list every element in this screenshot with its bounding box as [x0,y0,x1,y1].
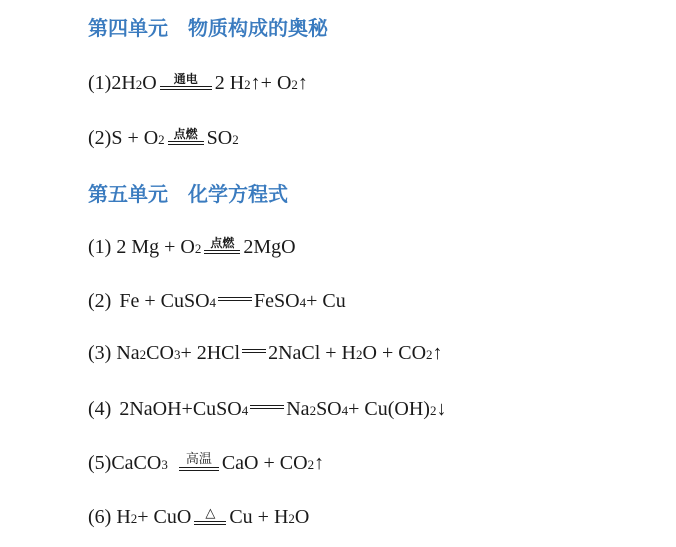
equation-text: 2MgO [243,236,296,258]
equation-text: CaO + CO [221,452,308,474]
equation-text: CO [146,342,174,364]
equation-text: (4) [88,398,112,420]
equation-text: Na [286,398,310,420]
double-line [179,467,219,471]
reaction-condition [179,453,219,471]
equation-text: + Cu(OH) [348,398,430,420]
equation-text: (3) Na [88,342,140,364]
equation-text: (6) H [88,506,131,528]
equation-text: 2NaOH+CuSO [119,398,242,420]
unit4-equation-2: (2)S + O 2 点燃 SO 2 [88,127,239,149]
double-line [168,141,204,145]
equation-text: O + CO [362,342,427,364]
equation-text: FeSO [254,290,300,312]
equation-text: Cu + H [229,506,289,528]
double-line [218,297,252,301]
equation-text: SO [316,398,342,420]
unit5-equation-2: (2) Fe + CuSO 4 FeSO 4 + Cu [88,290,346,312]
equation-text: 2NaCl + H [268,342,357,364]
double-line [160,86,212,90]
unit5-heading: 第五单元 化学方程式 [88,182,288,206]
double-line [242,349,266,353]
triangle-heat-icon: △ [205,506,216,521]
condition-label: 点燃 [173,127,198,141]
equation-text: + 2HCl [180,342,241,364]
unit5-equation-5: (5)CaCO 3 高温 CaO + CO 2 ↑ [88,452,325,474]
equation-text: SO [206,127,233,149]
equation-text: (1) 2 Mg + O [88,236,195,258]
condition-label: 高温 [185,452,212,467]
unit4-heading: 第四单元 物质构成的奥秘 [88,16,328,40]
double-line [194,521,226,525]
equation-text: ↑ [297,72,308,94]
unit5-equation-4: (4) 2NaOH+CuSO 4 Na 2 SO 4 + Cu(OH) 2 ↓ [88,398,447,420]
unit5-equation-1: (1) 2 Mg + O 2 点燃 2MgO [88,236,296,258]
equation-text: (1)2H [88,72,136,94]
unit5-equation-3: (3) Na 2 CO 3 + 2HCl 2NaCl + H 2 O + CO 2 ↑ [88,342,443,364]
equation-text: Fe + CuSO [119,290,210,312]
double-line [250,405,284,409]
double-line [204,250,240,254]
reaction-condition [160,72,212,90]
equation-text: (5)CaCO [88,452,162,474]
equation-text: O [142,72,157,94]
unit4-equation-1: (1)2H 2 O 通电 2 H 2 ↑+ O 2 ↑ [88,72,308,94]
equation-text: (2)S + O [88,127,159,149]
reaction-condition [168,127,204,145]
equation-text: ↑ [432,342,443,364]
equation-text: + CuO [137,506,192,528]
equation-text: ↑ [314,452,325,474]
equation-text: ↑+ O [250,72,292,94]
reaction-condition [204,236,240,254]
equation-text: + Cu [306,290,346,312]
condition-label: 通电 [173,72,198,86]
equation-text: 2 H [214,72,245,94]
condition-label: 点燃 [210,236,235,250]
equation-text: ↓ [436,398,447,420]
equation-text: (2) [88,290,112,312]
equation-text: O [294,506,310,528]
unit5-equation-6: (6) H 2 + CuO △ Cu + H 2 O [88,506,310,528]
reaction-condition [194,507,226,525]
